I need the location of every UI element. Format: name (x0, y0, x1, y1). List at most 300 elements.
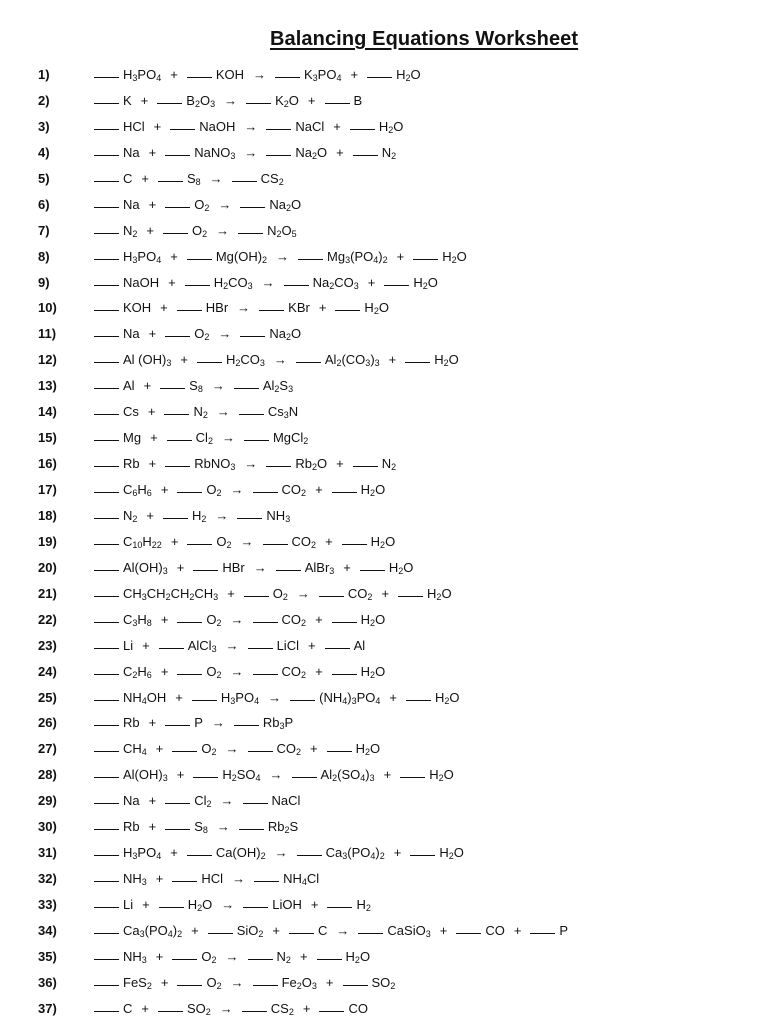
formula: AlCl$_3$ (187, 637, 217, 654)
formula: $H_2O$ (378, 118, 404, 135)
formula: MgCl$_2$ (272, 430, 309, 447)
coefficient-blank[interactable] (165, 819, 190, 830)
formula: $CO_2$ (291, 533, 317, 550)
coefficient-blank[interactable] (327, 897, 352, 908)
coefficient-blank[interactable] (94, 93, 119, 104)
arrow-icon: → (274, 845, 288, 861)
arrow-icon: → (230, 482, 244, 497)
coefficient-blank[interactable] (284, 275, 309, 286)
coefficient-blank[interactable] (94, 430, 119, 441)
equation-row (0, 607, 768, 633)
plus-sign: + (350, 67, 359, 82)
formula: $H_3PO_4$ (220, 689, 260, 706)
coefficient-blank[interactable] (94, 275, 119, 286)
formula: $Ca(OH)_2$ (215, 845, 266, 862)
formula: $H_2O$ (442, 248, 467, 265)
formula: $Na_2O$ (269, 326, 302, 343)
formula: $C_6H_6$ (123, 482, 152, 498)
coefficient-blank[interactable] (530, 923, 555, 934)
coefficient-blank[interactable] (94, 949, 119, 960)
plus-sign: + (439, 922, 448, 938)
equation-number: 14) (38, 404, 57, 420)
formula: $H_2O$ (345, 948, 371, 965)
coefficient-blank[interactable] (332, 664, 357, 675)
arrow-icon: → (276, 248, 290, 264)
equation (94, 347, 468, 373)
formula: Al (353, 637, 366, 653)
formula: Mg (123, 430, 142, 446)
coefficient-blank[interactable] (296, 352, 321, 363)
coefficient-blank[interactable] (177, 612, 202, 623)
coefficient-blank[interactable] (253, 664, 278, 675)
coefficient-blank[interactable] (275, 67, 300, 78)
plus-sign: + (227, 585, 235, 601)
equation-row (0, 295, 768, 321)
coefficient-blank[interactable] (94, 534, 119, 545)
arrow-icon: → (221, 430, 235, 446)
coefficient-blank[interactable] (253, 975, 278, 986)
coefficient-blank[interactable] (94, 508, 119, 519)
equation (94, 607, 394, 633)
coefficient-blank[interactable] (367, 67, 392, 78)
coefficient-blank[interactable] (253, 482, 278, 493)
equation-number: 31) (38, 845, 57, 861)
formula: NaCl (295, 118, 325, 134)
arrow-icon: → (244, 118, 258, 134)
plus-sign: + (142, 637, 150, 653)
equation-number: 5) (38, 170, 50, 186)
equation-number: 20) (38, 559, 57, 575)
formula: NaNO$_3$ (194, 144, 236, 161)
coefficient-blank[interactable] (332, 482, 357, 493)
coefficient-blank[interactable] (187, 67, 212, 78)
coefficient-blank[interactable] (335, 300, 360, 311)
coefficient-blank[interactable] (327, 741, 352, 752)
coefficient-blank[interactable] (165, 793, 190, 804)
formula: NaOH (123, 274, 160, 290)
formula: $O_2$ (272, 585, 288, 602)
coefficient-blank[interactable] (94, 741, 119, 752)
plus-sign: + (396, 248, 405, 264)
equation (94, 736, 389, 762)
formula: $Al(OH)_3$ (123, 767, 168, 784)
formula: C (123, 1000, 133, 1016)
formula: $NH_3$ (123, 948, 147, 965)
formula: $H_2$ (192, 507, 207, 524)
plus-sign: + (367, 274, 376, 290)
formula: C (123, 170, 133, 186)
coefficient-blank[interactable] (163, 223, 188, 234)
plus-sign: + (160, 482, 169, 497)
coefficient-blank[interactable] (248, 949, 273, 960)
coefficient-blank[interactable] (360, 560, 385, 571)
plus-sign: + (336, 144, 344, 160)
coefficient-blank[interactable] (94, 223, 119, 234)
coefficient-blank[interactable] (343, 975, 368, 986)
coefficient-blank[interactable] (239, 819, 264, 830)
formula: $O_2$ (206, 611, 222, 628)
coefficient-blank[interactable] (332, 612, 357, 623)
coefficient-blank[interactable] (94, 171, 119, 182)
plus-sign: + (160, 974, 169, 990)
coefficient-blank[interactable] (172, 871, 197, 882)
coefficient-blank[interactable] (177, 482, 202, 493)
coefficient-blank[interactable] (406, 690, 431, 701)
coefficient-blank[interactable] (192, 690, 217, 701)
equation-row (0, 244, 768, 270)
formula: CaSiO$_3$ (387, 922, 431, 939)
arrow-icon: → (244, 456, 258, 472)
coefficient-blank[interactable] (94, 897, 119, 908)
equation-number: 25) (38, 689, 57, 705)
coefficient-blank[interactable] (292, 767, 317, 778)
plus-sign: + (315, 482, 323, 497)
coefficient-blank[interactable] (94, 560, 119, 571)
coefficient-blank[interactable] (94, 1001, 119, 1012)
coefficient-blank[interactable] (94, 67, 119, 78)
formula: $Mg(OH)_2$ (215, 248, 268, 265)
coefficient-blank[interactable] (158, 171, 183, 182)
formula: $O_2$ (206, 663, 222, 680)
arrow-icon: → (237, 300, 251, 316)
arrow-icon: → (216, 222, 230, 238)
coefficient-blank[interactable] (94, 767, 119, 778)
coefficient-blank[interactable] (238, 223, 263, 234)
coefficient-blank[interactable] (240, 197, 265, 208)
equation (94, 373, 302, 399)
equation-number: 10) (38, 300, 57, 316)
equation (94, 659, 394, 685)
coefficient-blank[interactable] (243, 897, 268, 908)
formula: P (194, 715, 203, 731)
coefficient-blank[interactable] (167, 430, 192, 441)
arrow-icon: → (211, 715, 225, 731)
equation-number: 13) (38, 378, 57, 394)
equation (94, 555, 422, 581)
formula: KOH (123, 300, 152, 316)
plus-sign: + (383, 767, 392, 783)
coefficient-blank[interactable] (353, 145, 378, 156)
plus-sign: + (176, 767, 185, 783)
coefficient-blank[interactable] (94, 300, 119, 311)
formula: $H_2O$ (388, 559, 414, 576)
coefficient-blank[interactable] (193, 767, 218, 778)
coefficient-blank[interactable] (165, 715, 190, 726)
equation-row (0, 477, 768, 503)
coefficient-blank[interactable] (165, 197, 190, 208)
coefficient-blank[interactable] (94, 871, 119, 882)
coefficient-blank[interactable] (276, 560, 301, 571)
formula: $C_{10}H_{22}$ (123, 533, 162, 550)
coefficient-blank[interactable] (248, 741, 273, 752)
coefficient-blank[interactable] (94, 638, 119, 649)
coefficient-blank[interactable] (160, 378, 185, 389)
coefficient-blank[interactable] (177, 300, 202, 311)
formula: $H_3PO_4$ (123, 67, 162, 83)
equation (94, 529, 404, 555)
equation (94, 633, 374, 659)
coefficient-blank[interactable] (170, 119, 195, 130)
equation-number: 17) (38, 482, 57, 497)
formula: $N_2$ (123, 507, 138, 524)
equation-row (0, 996, 768, 1022)
coefficient-blank[interactable] (405, 352, 430, 363)
coefficient-blank[interactable] (157, 93, 182, 104)
formula: $H_2O$ (396, 67, 421, 83)
coefficient-blank[interactable] (94, 612, 119, 623)
arrow-icon: → (221, 897, 235, 912)
arrow-icon: → (230, 974, 244, 990)
equation (94, 62, 430, 88)
coefficient-blank[interactable] (290, 690, 315, 701)
coefficient-blank[interactable] (159, 897, 184, 908)
coefficient-blank[interactable] (350, 119, 375, 130)
equation-row (0, 88, 768, 114)
coefficient-blank[interactable] (185, 275, 210, 286)
coefficient-blank[interactable] (244, 430, 269, 441)
formula: $H_2O$ (439, 845, 464, 862)
plus-sign: + (168, 274, 176, 290)
equation-number: 11) (38, 326, 57, 342)
plus-sign: + (381, 585, 390, 601)
coefficient-blank[interactable] (94, 819, 119, 830)
coefficient-blank[interactable] (410, 845, 435, 856)
coefficient-blank[interactable] (172, 741, 197, 752)
coefficient-blank[interactable] (94, 197, 119, 208)
coefficient-blank[interactable] (94, 404, 119, 415)
formula: LiCl (276, 637, 299, 653)
coefficient-blank[interactable] (456, 923, 481, 934)
equation (94, 762, 463, 788)
formula: $CH_4$ (123, 741, 147, 758)
equation-number: 1) (38, 67, 50, 82)
formula: SiO$_2$ (236, 922, 264, 939)
equation (94, 866, 328, 892)
coefficient-blank[interactable] (246, 93, 271, 104)
equation (94, 840, 473, 866)
coefficient-blank[interactable] (94, 715, 119, 726)
plus-sign: + (142, 897, 150, 912)
coefficient-blank[interactable] (319, 586, 344, 597)
coefficient-blank[interactable] (234, 378, 259, 389)
coefficient-blank[interactable] (158, 1001, 183, 1012)
formula: Rb (123, 456, 140, 472)
coefficient-blank[interactable] (94, 119, 119, 130)
arrow-icon: → (244, 144, 258, 160)
coefficient-blank[interactable] (94, 690, 119, 701)
plus-sign: + (160, 663, 169, 679)
coefficient-blank[interactable] (234, 715, 259, 726)
coefficient-blank[interactable] (243, 793, 268, 804)
plus-sign: + (148, 144, 157, 160)
coefficient-blank[interactable] (164, 404, 189, 415)
formula: KBr (288, 300, 310, 316)
coefficient-blank[interactable] (187, 249, 212, 260)
coefficient-blank[interactable] (325, 93, 350, 104)
arrow-icon: → (273, 352, 287, 368)
formula: $C_3H_8$ (123, 611, 152, 628)
coefficient-blank[interactable] (197, 352, 222, 363)
formula: $CO_2$ (281, 611, 307, 628)
equation-row (0, 866, 768, 892)
coefficient-blank[interactable] (94, 793, 119, 804)
formula: $H_2O$ (187, 897, 213, 913)
formula: $H_2O$ (360, 482, 386, 498)
equation-row (0, 659, 768, 685)
equation-row (0, 166, 768, 192)
formula: $H_2SO_4$ (222, 767, 261, 784)
coefficient-blank[interactable] (163, 508, 188, 519)
coefficient-blank[interactable] (237, 508, 262, 519)
coefficient-blank[interactable] (94, 586, 119, 597)
coefficient-blank[interactable] (165, 456, 190, 467)
equation-row (0, 62, 768, 88)
coefficient-blank[interactable] (244, 586, 269, 597)
coefficient-blank[interactable] (177, 664, 202, 675)
coefficient-blank[interactable] (165, 326, 190, 337)
coefficient-blank[interactable] (94, 378, 119, 389)
equation-number: 36) (38, 974, 57, 990)
formula: $Cs_3N$ (267, 404, 299, 421)
equation-number: 3) (38, 118, 50, 134)
formula: Li (123, 637, 134, 653)
formula: $O_2$ (201, 948, 217, 965)
arrow-icon: → (225, 741, 239, 757)
equation (94, 788, 309, 814)
coefficient-blank[interactable] (172, 949, 197, 960)
formula: Na (123, 793, 140, 809)
coefficient-blank[interactable] (94, 326, 119, 337)
coefficient-blank[interactable] (384, 275, 409, 286)
coefficient-blank[interactable] (94, 845, 119, 856)
plus-sign: + (153, 118, 162, 134)
coefficient-blank[interactable] (240, 326, 265, 337)
coefficient-blank[interactable] (159, 638, 184, 649)
coefficient-blank[interactable] (253, 612, 278, 623)
formula: $H_3PO_4$ (123, 845, 162, 862)
coefficient-blank[interactable] (94, 923, 119, 934)
coefficient-blank[interactable] (94, 975, 119, 986)
equation-number: 29) (38, 793, 57, 809)
coefficient-blank[interactable] (289, 923, 314, 934)
equation-row (0, 114, 768, 140)
plus-sign: + (170, 248, 178, 264)
formula: CO (485, 922, 505, 938)
formula: $(NH_4)_3PO_4$ (319, 689, 381, 706)
coefficient-blank[interactable] (298, 249, 323, 260)
coefficient-blank[interactable] (177, 975, 202, 986)
coefficient-blank[interactable] (94, 145, 119, 156)
plus-sign: + (315, 611, 323, 627)
equation-row (0, 529, 768, 555)
equation (94, 581, 461, 607)
formula: $NH_4OH$ (123, 689, 167, 706)
equation-row (0, 451, 768, 477)
arrow-icon: → (225, 948, 239, 964)
coefficient-blank[interactable] (263, 534, 288, 545)
coefficient-blank[interactable] (242, 1001, 267, 1012)
formula: NaOH (199, 118, 236, 134)
coefficient-blank[interactable] (266, 119, 291, 130)
arrow-icon: → (218, 326, 232, 342)
coefficient-blank[interactable] (248, 638, 273, 649)
coefficient-blank[interactable] (266, 145, 291, 156)
equation-number: 15) (38, 430, 57, 446)
equation (94, 166, 293, 192)
coefficient-blank[interactable] (232, 171, 257, 182)
coefficient-blank[interactable] (353, 456, 378, 467)
equation-row (0, 373, 768, 399)
equation (94, 244, 476, 270)
arrow-icon: → (232, 871, 246, 887)
coefficient-blank[interactable] (187, 845, 212, 856)
coefficient-blank[interactable] (94, 482, 119, 493)
coefficient-blank[interactable] (187, 534, 212, 545)
equation-number: 7) (38, 222, 50, 238)
coefficient-blank[interactable] (266, 456, 291, 467)
coefficient-blank[interactable] (342, 534, 367, 545)
formula: $Mg_3(PO_4)_2$ (327, 248, 388, 265)
coefficient-blank[interactable] (325, 638, 350, 649)
equation (94, 814, 307, 840)
equation-number: 23) (38, 637, 57, 653)
formula: $H_2O$ (427, 585, 452, 602)
coefficient-blank[interactable] (413, 249, 438, 260)
coefficient-blank[interactable] (319, 1001, 344, 1012)
coefficient-blank[interactable] (208, 923, 233, 934)
equation-row (0, 192, 768, 218)
formula: $H_2O$ (435, 689, 460, 706)
plus-sign: + (307, 92, 316, 108)
equation-number: 18) (38, 507, 57, 523)
coefficient-blank[interactable] (94, 352, 119, 363)
coefficient-blank[interactable] (94, 249, 119, 260)
formula: $CS_2$ (270, 1000, 294, 1017)
plus-sign: + (155, 741, 164, 757)
equation (94, 996, 377, 1022)
coefficient-blank[interactable] (94, 456, 119, 467)
formula: P (559, 922, 569, 938)
coefficient-blank[interactable] (358, 923, 383, 934)
equation-number: 4) (38, 144, 50, 160)
coefficient-blank[interactable] (317, 949, 342, 960)
coefficient-blank[interactable] (297, 845, 322, 856)
plus-sign: + (143, 378, 152, 394)
arrow-icon: → (336, 922, 350, 938)
coefficient-blank[interactable] (400, 767, 425, 778)
coefficient-blank[interactable] (239, 404, 264, 415)
coefficient-blank[interactable] (94, 664, 119, 675)
arrow-icon: → (240, 533, 254, 549)
equation-row (0, 762, 768, 788)
plus-sign: + (180, 352, 188, 368)
coefficient-blank[interactable] (193, 560, 218, 571)
formula: $O_2$ (206, 482, 222, 498)
plus-sign: + (393, 845, 402, 861)
equation-number: 19) (38, 533, 57, 549)
coefficient-blank[interactable] (165, 145, 190, 156)
arrow-icon: → (252, 67, 266, 82)
arrow-icon: → (224, 92, 238, 108)
formula: Rb (123, 819, 140, 835)
plus-sign: + (307, 637, 316, 653)
coefficient-blank[interactable] (259, 300, 284, 311)
equation-row (0, 710, 768, 736)
coefficient-blank[interactable] (254, 871, 279, 882)
plus-sign: + (148, 456, 157, 472)
formula: K (123, 92, 132, 108)
coefficient-blank[interactable] (398, 586, 423, 597)
